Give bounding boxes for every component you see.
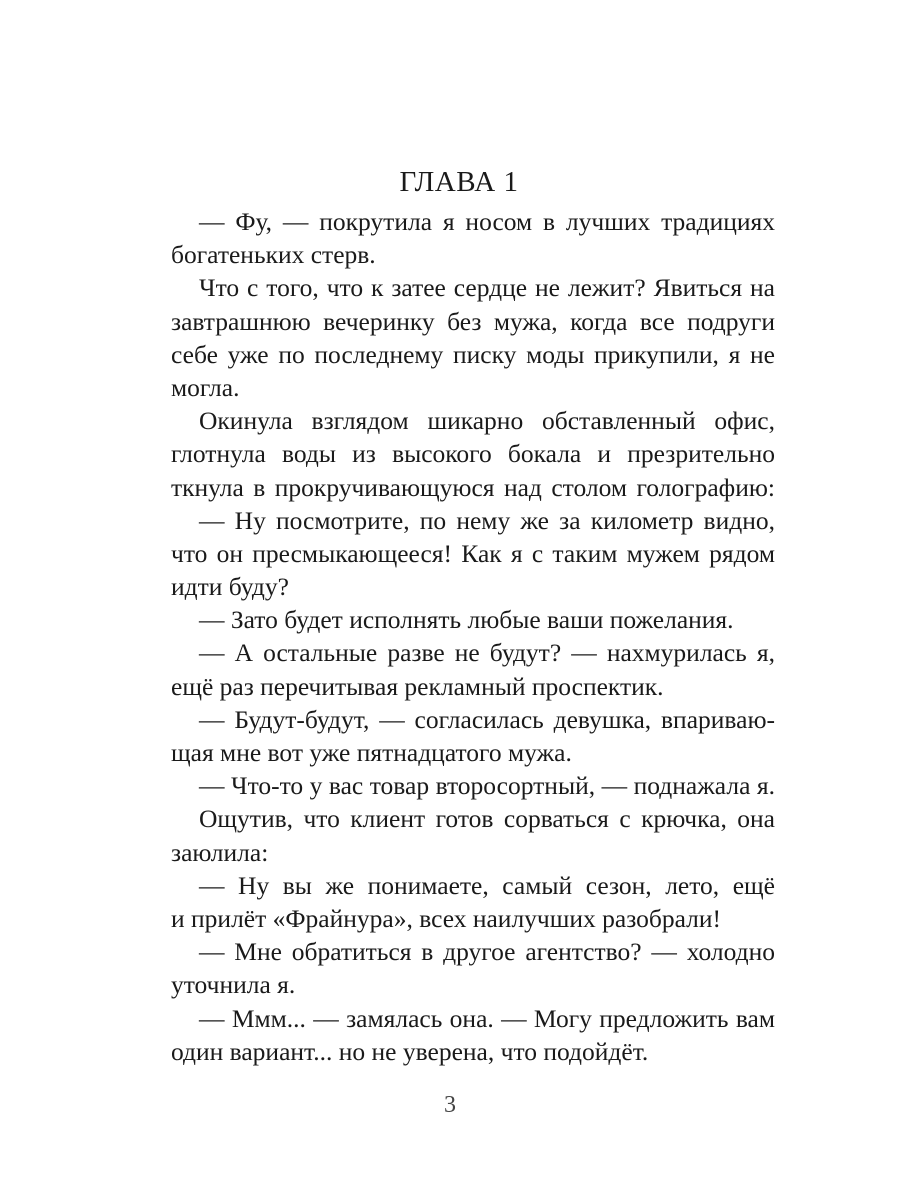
text-line: богатеньких стерв. bbox=[171, 240, 376, 270]
paragraph bbox=[143, 504, 775, 604]
paragraph bbox=[143, 636, 775, 702]
paragraph bbox=[143, 769, 775, 802]
paragraph bbox=[143, 802, 775, 868]
text-line: уточнила я. bbox=[171, 970, 296, 1000]
text-line: Ощутив, что клиент готов сорваться с крючка, она bbox=[199, 804, 775, 834]
text-line: щая мне вот уже пятнадцатого мужа. bbox=[171, 738, 572, 767]
text-line: — Ну посмотрите, по нему же за километр видно, bbox=[199, 505, 775, 535]
text-line: один вариант... но не уверена, что подойдёт. bbox=[171, 1036, 649, 1066]
text-line: — Зато будет исполнять любые ваши пожелания. bbox=[199, 605, 734, 635]
paragraph bbox=[143, 271, 775, 404]
paragraph bbox=[143, 603, 775, 636]
paragraph bbox=[143, 935, 775, 1001]
text-line: Окинула взглядом шикарно обставленный офис, bbox=[199, 406, 775, 436]
text-line: ещё раз перечитывая рекламный проспектик. bbox=[171, 671, 664, 701]
text-line: могла. bbox=[171, 372, 240, 402]
chapter-title: ГЛАВА 1 bbox=[399, 166, 519, 198]
paragraph bbox=[143, 869, 775, 935]
text-line: что он пресмыкающееся! Как я с таким мужем рядом bbox=[171, 538, 775, 568]
text-line: глотнула воды из высокого бокала и презрительно bbox=[171, 439, 775, 469]
text-line: — Что-то у вас товар второсортный, — поднажала я. bbox=[199, 771, 775, 801]
page-number: 3 bbox=[444, 1092, 456, 1118]
text-line: идти буду? bbox=[171, 572, 289, 602]
book-page bbox=[143, 162, 775, 1068]
paragraph bbox=[143, 404, 775, 504]
text-line: — Мне обратиться в другое агентство? — холодно bbox=[199, 937, 775, 967]
text-line: — Будут-будут, — согласилась девушка, впариваю- bbox=[199, 704, 775, 734]
text-line: Что с того, что к затее сердце не лежит? Явиться на bbox=[199, 273, 775, 303]
paragraph bbox=[143, 205, 775, 271]
text-line: и прилёт «Фрайнура», всех наилучших разобрали! bbox=[171, 903, 722, 933]
text-line: заюлила: bbox=[171, 837, 269, 867]
text-line: — Ммм... — замялась она. — Могу предложить вам bbox=[199, 1003, 775, 1033]
text-line: себе уже по последнему писку моды прикупили, я не bbox=[171, 339, 775, 369]
text-line: — А остальные разве не будут? — нахмурилась я, bbox=[199, 638, 775, 668]
paragraph bbox=[143, 1002, 775, 1068]
paragraph bbox=[143, 703, 775, 769]
chapter-body bbox=[143, 205, 775, 1068]
text-line: ткнула в прокручивающуюся над столом голографию: bbox=[171, 472, 775, 502]
text-line: — Ну вы же понимаете, самый сезон, лето, ещё bbox=[199, 870, 775, 900]
text-line: — Фу, — покрутила я носом в лучших традициях bbox=[199, 207, 775, 236]
text-line: завтрашнюю вечеринку без мужа, когда все подруги bbox=[171, 306, 775, 336]
